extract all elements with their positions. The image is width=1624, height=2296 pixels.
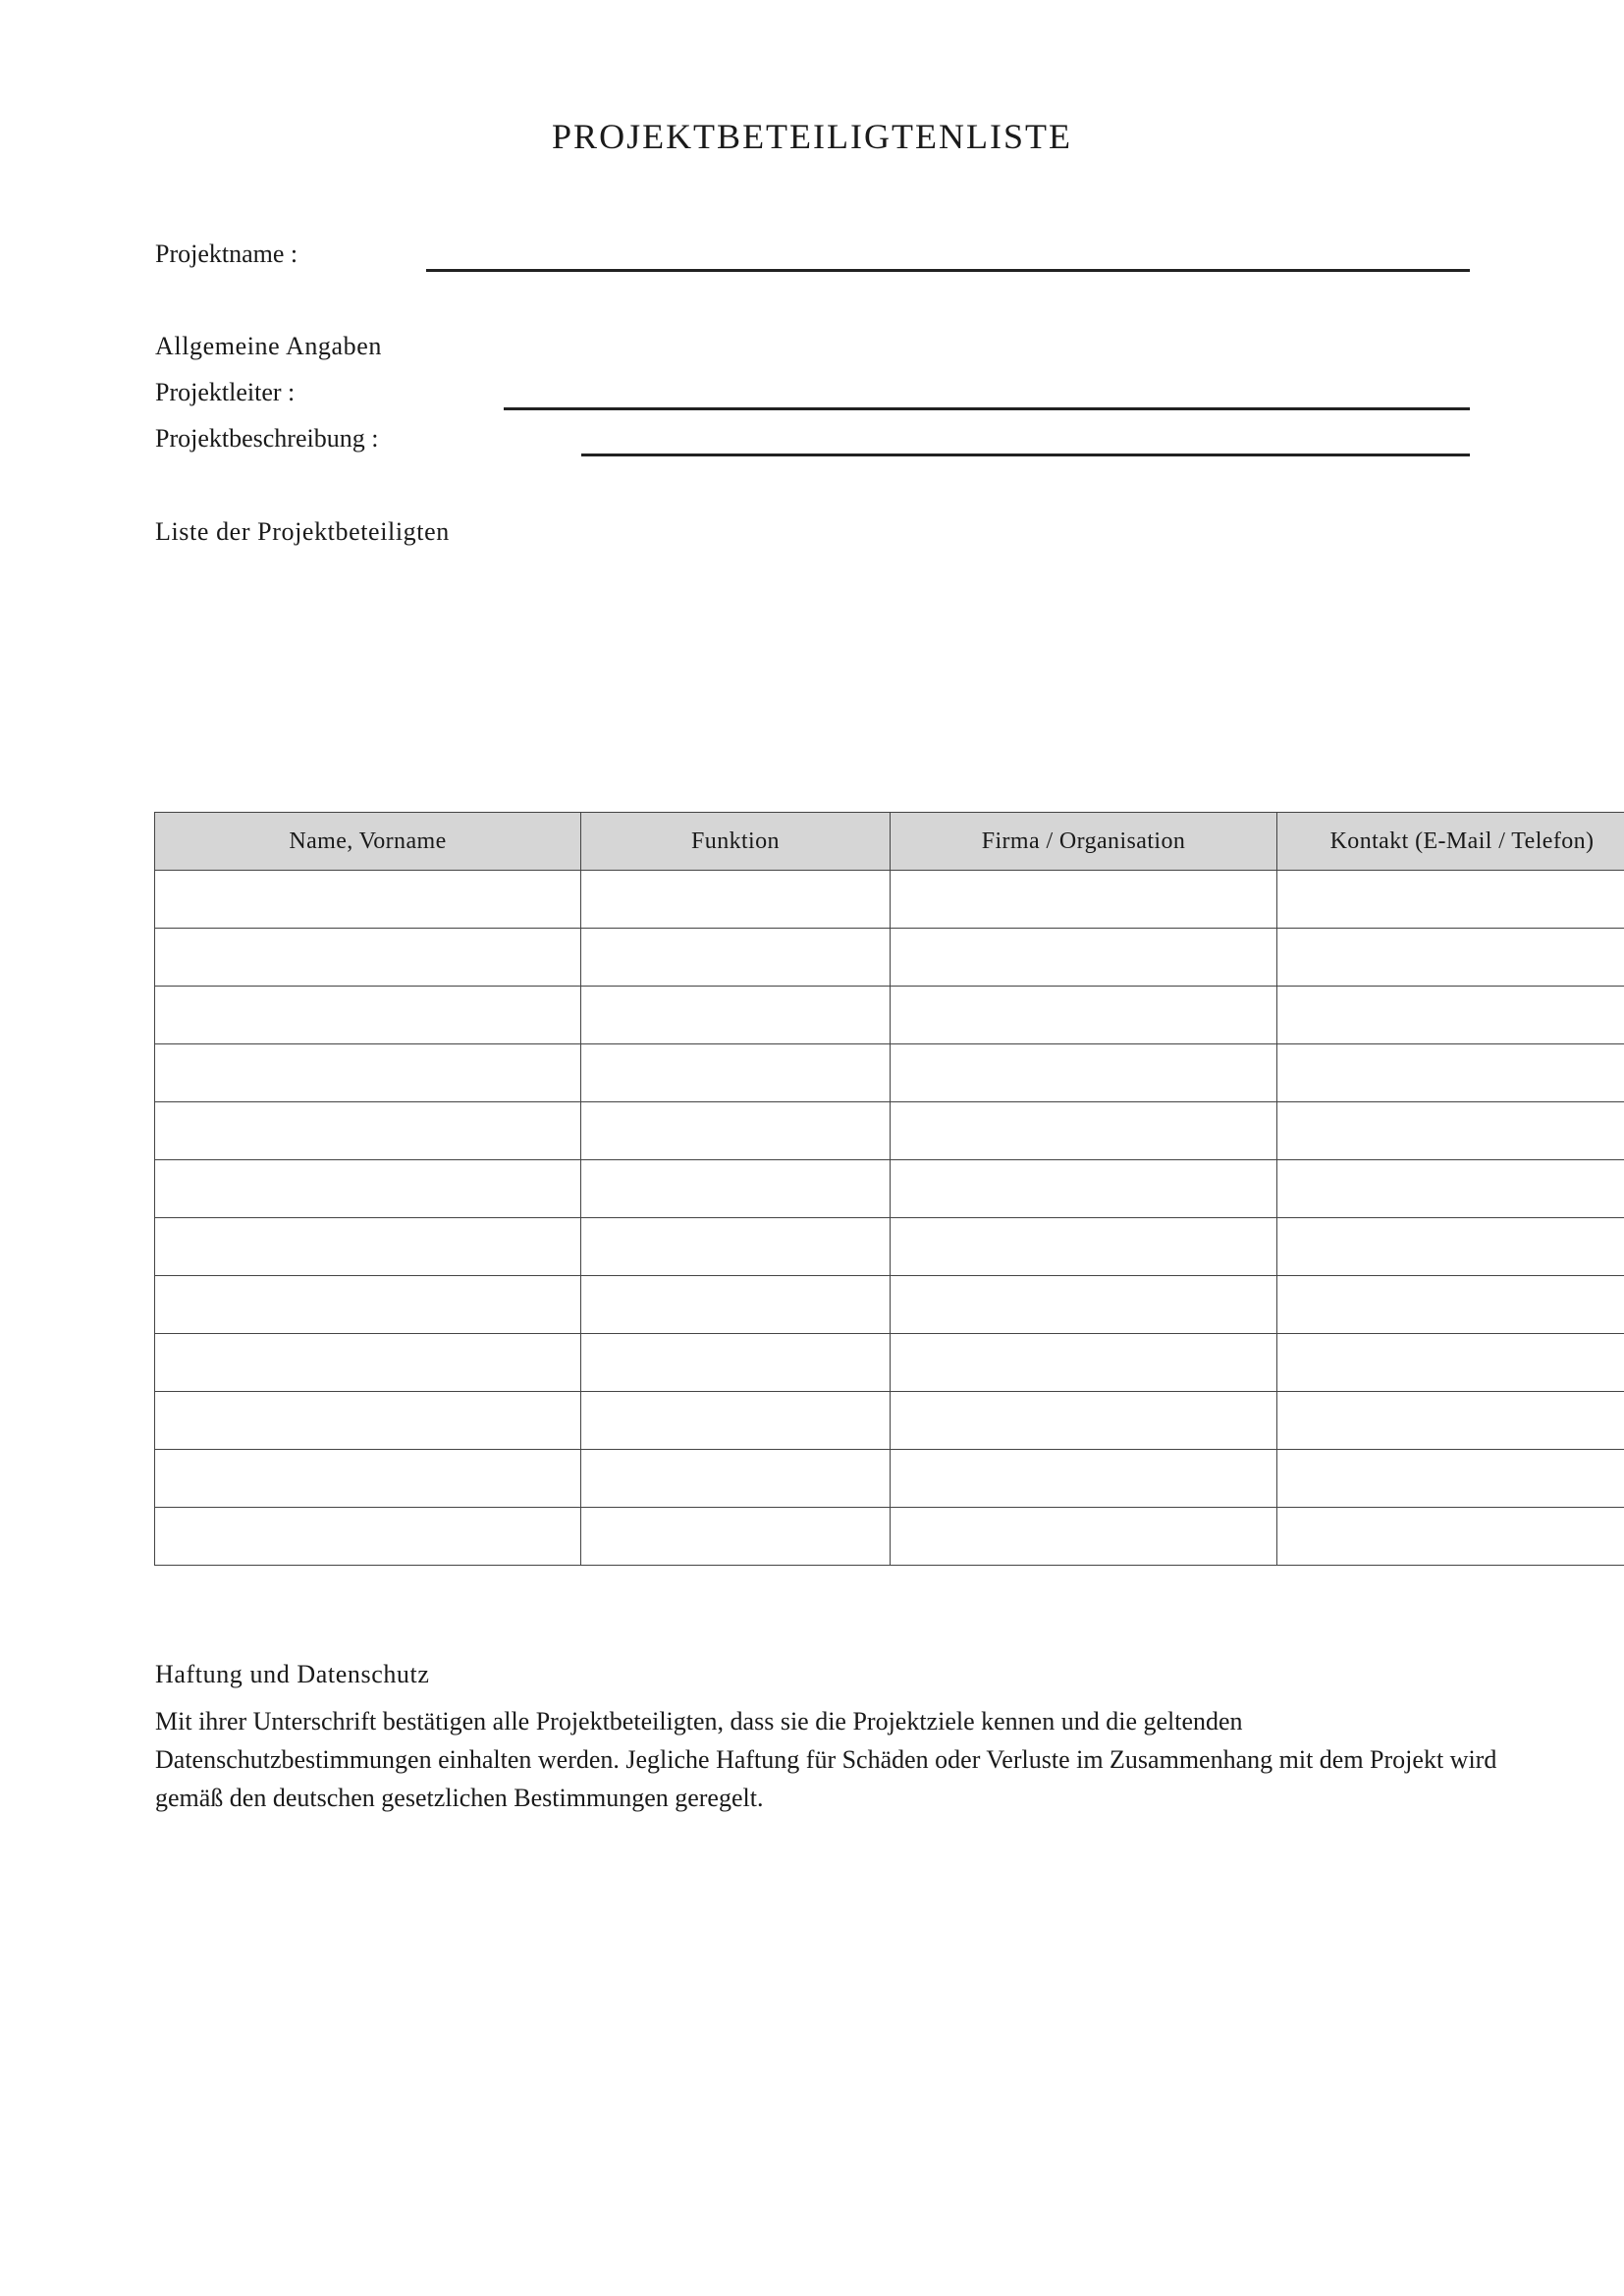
- organisation-cell[interactable]: [891, 871, 1277, 929]
- organisation-cell[interactable]: [891, 1276, 1277, 1334]
- name-cell[interactable]: [155, 871, 581, 929]
- name-cell[interactable]: [155, 1392, 581, 1450]
- name-cell[interactable]: [155, 1508, 581, 1566]
- project-description-field[interactable]: [581, 454, 1470, 456]
- organisation-cell[interactable]: [891, 1044, 1277, 1102]
- contact-cell[interactable]: [1277, 1160, 1624, 1218]
- table-row: [155, 1218, 1624, 1276]
- function-cell[interactable]: [581, 1218, 891, 1276]
- column-header-contact: Kontakt (E-Mail / Telefon): [1277, 813, 1624, 871]
- organisation-cell[interactable]: [891, 1102, 1277, 1160]
- name-cell[interactable]: [155, 1334, 581, 1392]
- project-name-label: Projektname :: [155, 240, 298, 268]
- participants-table: [154, 812, 1624, 1566]
- function-cell[interactable]: [581, 987, 891, 1044]
- function-cell[interactable]: [581, 871, 891, 929]
- organisation-cell[interactable]: [891, 929, 1277, 987]
- organisation-cell[interactable]: [891, 987, 1277, 1044]
- column-header-organisation: Firma / Organisation: [891, 813, 1277, 871]
- name-cell[interactable]: [155, 929, 581, 987]
- table-row: [155, 1102, 1624, 1160]
- liability-paragraph: Mit ihrer Unterschrift bestätigen alle Projektbeteiligten, dass sie die Projektziele kennen und die geltenden Datenschutzbestimmungen einhalten werden. Jegliche Haftung für Schäden oder Verluste im Zusammenhang mit dem Projekt wird gemäß den deutschen gesetzlichen Bestimmungen geregelt.: [155, 1707, 1497, 1812]
- table-row: [155, 1508, 1624, 1566]
- project-name-field[interactable]: [426, 269, 1470, 272]
- organisation-cell[interactable]: [891, 1334, 1277, 1392]
- participants-table-body: [155, 871, 1624, 1566]
- table-row: [155, 1334, 1624, 1392]
- project-description-label: Projektbeschreibung :: [155, 424, 379, 453]
- column-header-function: Funktion: [581, 813, 891, 871]
- contact-cell[interactable]: [1277, 1334, 1624, 1392]
- table-row: [155, 1450, 1624, 1508]
- function-cell[interactable]: [581, 1160, 891, 1218]
- function-cell[interactable]: [581, 1508, 891, 1566]
- general-info-heading: Allgemeine Angaben: [155, 332, 383, 360]
- contact-cell[interactable]: [1277, 1508, 1624, 1566]
- name-cell[interactable]: [155, 1450, 581, 1508]
- contact-cell[interactable]: [1277, 1102, 1624, 1160]
- table-row: [155, 1276, 1624, 1334]
- contact-cell[interactable]: [1277, 1218, 1624, 1276]
- contact-cell[interactable]: [1277, 871, 1624, 929]
- name-cell[interactable]: [155, 1044, 581, 1102]
- name-cell[interactable]: [155, 1276, 581, 1334]
- project-lead-field[interactable]: [504, 407, 1470, 410]
- function-cell[interactable]: [581, 1044, 891, 1102]
- function-cell[interactable]: [581, 1276, 891, 1334]
- function-cell[interactable]: [581, 1392, 891, 1450]
- name-cell[interactable]: [155, 1160, 581, 1218]
- name-cell[interactable]: [155, 1102, 581, 1160]
- table-row: [155, 871, 1624, 929]
- name-cell[interactable]: [155, 1218, 581, 1276]
- page-title: PROJEKTBETEILIGTENLISTE: [552, 117, 1072, 156]
- table-row: [155, 929, 1624, 987]
- table-row: [155, 1392, 1624, 1450]
- contact-cell[interactable]: [1277, 987, 1624, 1044]
- function-cell[interactable]: [581, 1450, 891, 1508]
- organisation-cell[interactable]: [891, 1160, 1277, 1218]
- contact-cell[interactable]: [1277, 1450, 1624, 1508]
- project-lead-label: Projektleiter :: [155, 378, 296, 406]
- organisation-cell[interactable]: [891, 1508, 1277, 1566]
- organisation-cell[interactable]: [891, 1450, 1277, 1508]
- table-row: [155, 1044, 1624, 1102]
- table-row: [155, 1160, 1624, 1218]
- liability-heading: Haftung und Datenschutz: [155, 1660, 430, 1688]
- participants-heading: Liste der Projektbeteiligten: [155, 517, 450, 546]
- organisation-cell[interactable]: [891, 1392, 1277, 1450]
- table-row: [155, 987, 1624, 1044]
- organisation-cell[interactable]: [891, 1218, 1277, 1276]
- contact-cell[interactable]: [1277, 929, 1624, 987]
- name-cell[interactable]: [155, 987, 581, 1044]
- contact-cell[interactable]: [1277, 1276, 1624, 1334]
- column-header-name: Name, Vorname: [155, 813, 581, 871]
- table-header-row: [155, 813, 1624, 871]
- function-cell[interactable]: [581, 1334, 891, 1392]
- function-cell[interactable]: [581, 1102, 891, 1160]
- function-cell[interactable]: [581, 929, 891, 987]
- contact-cell[interactable]: [1277, 1392, 1624, 1450]
- contact-cell[interactable]: [1277, 1044, 1624, 1102]
